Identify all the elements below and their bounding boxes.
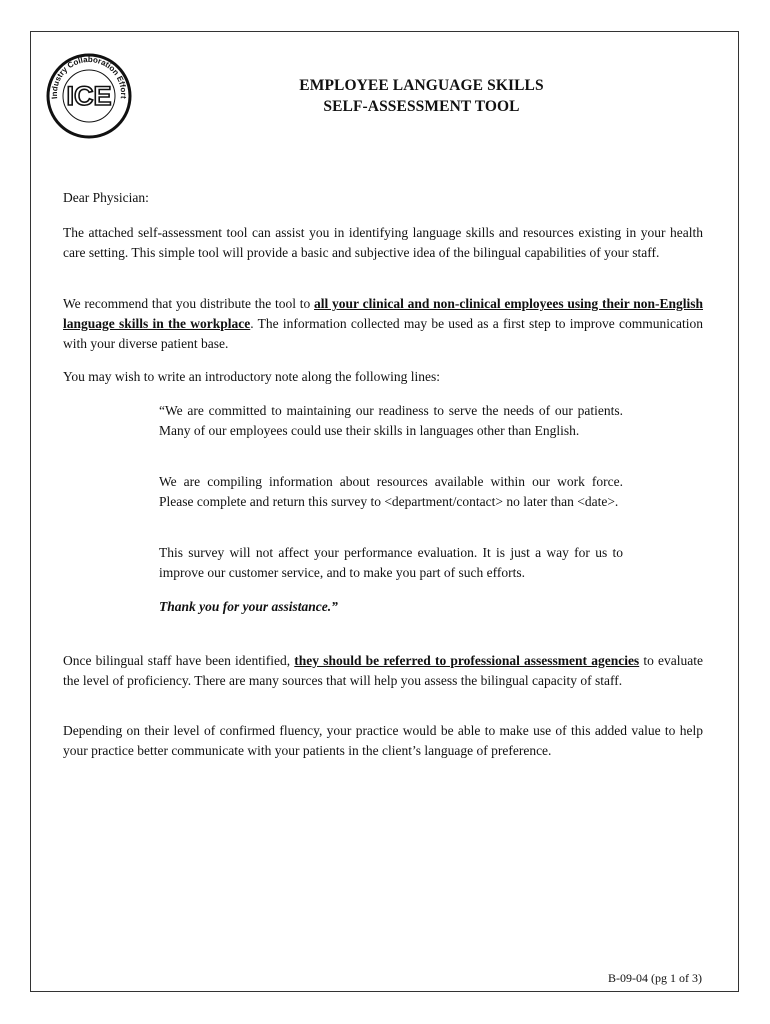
paragraph-3: You may wish to write an introductory note along the following lines: bbox=[63, 369, 440, 384]
title-line-1: EMPLOYEE LANGUAGE SKILLS bbox=[299, 77, 544, 94]
logo-ring-text: Industry Collaboration Effort bbox=[49, 54, 129, 100]
salutation: Dear Physician: bbox=[63, 190, 149, 205]
quote-closing: Thank you for your assistance.” bbox=[159, 599, 338, 614]
paragraph-4-start: Once bilingual staff have been identified, bbox=[63, 653, 295, 668]
paragraph-2-end: . The information collected may be used as a first step to improve communication with your diverse patient base. bbox=[63, 316, 703, 351]
paragraph-4 bbox=[63, 651, 703, 691]
paragraph-2 bbox=[63, 294, 703, 354]
paragraph-1: The attached self-assessment tool can assist you in identifying language skills and resources existing in your health care setting. This simple tool will provide a basic and subjective idea of the bilingual capabilities of your staff. bbox=[63, 225, 703, 260]
paragraph-4-emphasis: they should be referred to professional assessment agencies bbox=[294, 653, 640, 668]
logo-text: ICE bbox=[66, 81, 112, 111]
paragraph-2-emphasis: all your clinical and non-clinical employees using their non-English language skills in the workplace bbox=[63, 296, 704, 331]
quote-paragraph-1: “We are committed to maintaining our readiness to serve the needs of our patients. Many of our employees could use their skills in languages other than English. bbox=[159, 403, 623, 438]
paragraph-5: Depending on their level of confirmed fluency, your practice would be able to make use of this added value to help your practice better communicate with your patients in the client’s language of preference. bbox=[63, 723, 703, 758]
ice-logo bbox=[44, 50, 134, 140]
paragraph-2-start: We recommend that you distribute the tool to bbox=[63, 296, 315, 311]
quote-paragraph-3: This survey will not affect your performance evaluation. It is just a way for us to improve our customer service, and to make you part of such efforts. bbox=[159, 545, 623, 580]
title-line-2: SELF-ASSESSMENT TOOL bbox=[323, 98, 520, 115]
page-reference: B-09-04 (pg 1 of 3) bbox=[608, 971, 702, 985]
paragraph-4-end: to evaluate the level of proficiency. There are many sources that will help you assess the bilingual capacity of staff. bbox=[63, 653, 704, 688]
quote-paragraph-2: We are compiling information about resources available within our work force. Please complete and return this survey to <department/contact> no later than <date>. bbox=[159, 474, 623, 509]
